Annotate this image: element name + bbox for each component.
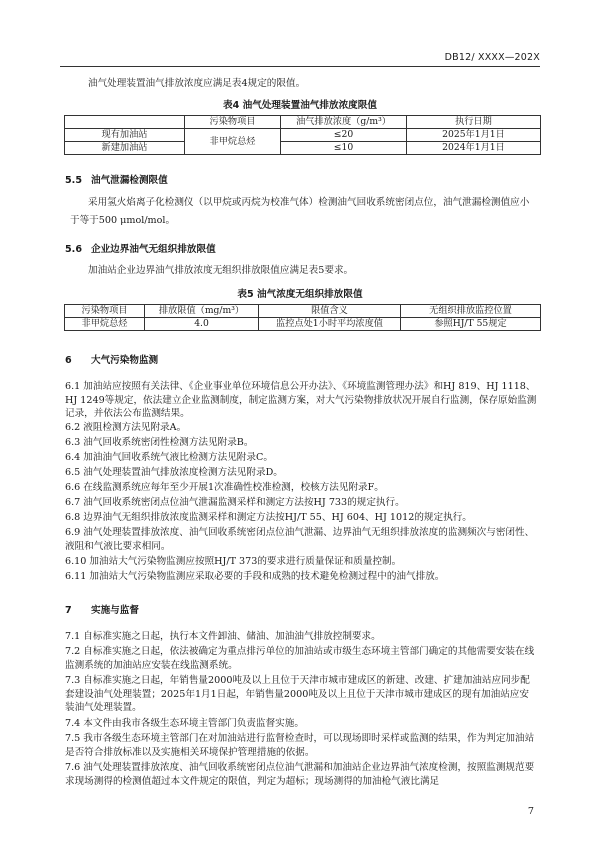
list-item: 7.4 本文件由我市各级生态环境主管部门负责监督实施。 — [65, 718, 304, 729]
table4-cell: 2024年1月1日 — [407, 142, 541, 155]
section-number: 5.6 — [65, 244, 82, 255]
list-item: 6.2 液阻检测方法见附录A。 — [65, 422, 187, 433]
section-number: 6 — [65, 355, 72, 366]
table4 — [64, 115, 541, 155]
section-7-heading — [65, 602, 139, 616]
table4-cell: ≤10 — [281, 142, 407, 155]
table5 — [64, 304, 541, 331]
list-item: 6.7 油气回收系统密闭点位油气泄漏监测采样和测定方法按HJ 733的规定执行。 — [65, 497, 405, 508]
table5-cell: 4.0 — [145, 318, 259, 331]
list-item: 7.2 自标准实施之日起，依法被确定为重点排污单位的加油站或市级生态环境主管部门确定的其他需要安装在线监测系统的加油站应安装在线监测系统。 — [65, 646, 535, 671]
list-item: 6.10 加油站大气污染物监测应按照HJ/T 373的要求进行质量保证和质量控制。 — [65, 556, 402, 567]
page-number: 7 — [527, 806, 534, 817]
table4-pollutant: 非甲烷总烃 — [185, 129, 281, 155]
list-item: 6.6 在线监测系统应每年至少开展1次准确性校准检测，校核方法见附录F。 — [65, 482, 384, 493]
section-5-6-text: 加油站企业边界油气排放浓度无组织排放限值应满足表5要求。 — [88, 265, 354, 276]
table4-header: 油气排放浓度（g/m³） — [281, 116, 407, 129]
section-5-6-heading — [65, 241, 216, 255]
list-item: 6.11 加油站大气污染物监测应采取必要的手段和成熟的技术避免检测过程中的油气排放。 — [65, 571, 445, 582]
table5-caption: 表5 油气浓度无组织排放限值 — [237, 289, 363, 300]
section-title: 实施与监督 — [91, 605, 139, 616]
intro-table4: 油气处理装置油气排放浓度应满足表4规定的限值。 — [88, 78, 306, 89]
standard-code: DB12/ XXXX—202X — [444, 52, 540, 63]
list-item: 6.4 加油油气回收系统气液比检测方法见附录C。 — [65, 452, 273, 463]
section-6-heading — [65, 352, 158, 366]
table5-header: 限值含义 — [259, 305, 401, 318]
list-item: 7.6 油气处理装置排放浓度、油气回收系统密闭点位油气泄漏和加油站企业边界油气浓度检测，按照监测规范要求现场测得的检测值超过本文件规定的限值，判定为超标；现场测得的加油枪气液比满足 — [65, 762, 535, 787]
table5-cell: 监控点处1小时平均浓度值 — [259, 318, 401, 331]
table4-header: 污染物项目 — [185, 116, 281, 129]
table5-header: 无组织排放监控位置 — [401, 305, 541, 318]
list-item: 6.5 油气处理装置油气排放浓度检测方法见附录D。 — [65, 467, 283, 478]
table5-header: 排放限值（mg/m³） — [145, 305, 259, 318]
section-title: 油气泄漏检测限值 — [91, 175, 168, 186]
table4-cell: 2025年1月1日 — [407, 129, 541, 142]
list-item: 7.1 自标准实施之日起，执行本文件卸油、储油、加油油气排放控制要求。 — [65, 631, 381, 642]
table4-caption: 表4 油气处理装置油气排放浓度限值 — [223, 100, 377, 111]
table4-header: 执行日期 — [407, 116, 541, 129]
header-rule — [60, 66, 540, 67]
table4-cell: ≤20 — [281, 129, 407, 142]
list-item: 6.1 加油站应按照有关法律、《企业事业单位环境信息公开办法》、《环境监测管理办法》和HJ 819、HJ 1118、HJ 1249等规定，依法建立企业监测制度，制定监测方案，对大气污染物排放状况开展自行监测，保存原始监测记录，并依法公布监测结果。 — [65, 381, 537, 419]
section-title: 企业边界油气无组织排放限值 — [91, 244, 216, 255]
table5-cell: 非甲烷总烃 — [65, 318, 145, 331]
section-title: 大气污染物监测 — [91, 355, 159, 366]
section-5-5-heading — [65, 172, 168, 186]
list-item: 7.5 我市各级生态环境主管部门在对加油站进行监督检查时，可以现场即时采样或监测的结果，作为判定加油站是否符合排放标准以及实施相关环境保护管理措施的依据。 — [65, 733, 535, 758]
list-item: 6.8 边界油气无组织排放浓度监测采样和测定方法按HJ/T 55、HJ 604、HJ 1012的规定执行。 — [65, 512, 472, 523]
section-number: 5.5 — [65, 175, 82, 186]
table4-row-label: 新建加油站 — [65, 142, 185, 155]
table5-cell: 参照HJ/T 55规定 — [401, 318, 541, 331]
table5-header: 污染物项目 — [65, 305, 145, 318]
section-5-5-text: 采用氢火焰离子化检测仪（以甲烷或丙烷为校准气体）检测油气回收系统密闭点位，油气泄漏检测值应小于等于500 μmol/mol。 — [70, 197, 530, 226]
list-item: 7.3 自标准实施之日起，年销售量2000吨及以上且位于天津市城市建成区的新建、改建、扩建加油站应同步配套建设油气处理装置；2025年1月1日起，年销售量2000吨及以上且位于天津市城市建成区的现有加油站应安装油气处理装置。 — [65, 675, 530, 713]
list-item: 6.3 油气回收系统密闭性检测方法见附录B。 — [65, 437, 254, 448]
list-item: 6.9 油气处理装置排放浓度、油气回收系统密闭点位油气泄漏、边界油气无组织排放浓度的监测频次与密闭性、液阻和气液比要求相同。 — [65, 527, 535, 552]
table4-corner — [65, 116, 185, 129]
section-number: 7 — [65, 605, 72, 616]
table4-row-label: 现有加油站 — [65, 129, 185, 142]
